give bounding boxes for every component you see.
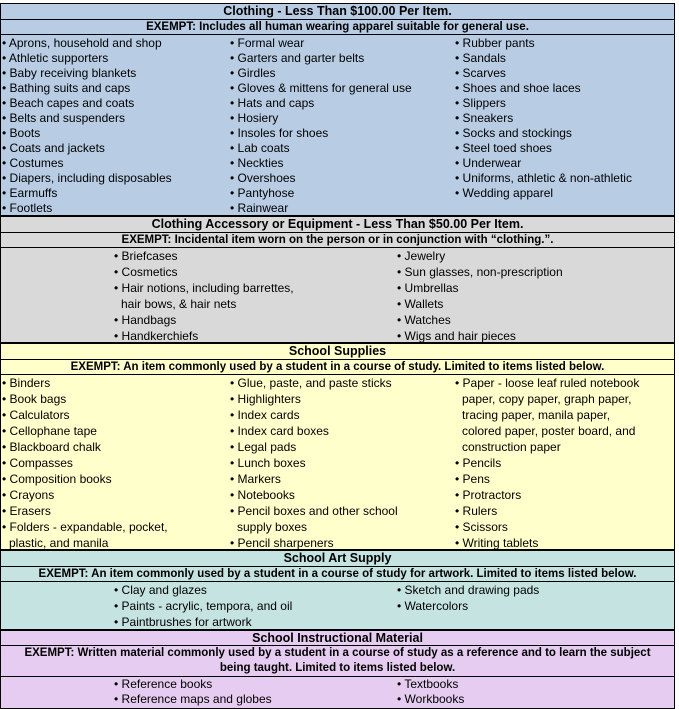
accessory-items — [0, 248, 675, 343]
clothing-title: Clothing - Less Than $100.00 Per Item. — [0, 3, 675, 19]
list-item: colored paper, poster board, and — [462, 424, 636, 438]
list-item: • Workbooks — [397, 692, 465, 706]
list-item: • Paper - loose leaf ruled notebook — [455, 376, 640, 390]
list-item: • Girdles — [230, 66, 276, 80]
list-item: paper, copy paper, graph paper, — [462, 392, 632, 406]
list-item: • Textbooks — [397, 677, 459, 691]
list-item: supply boxes — [237, 520, 308, 534]
list-item: • Composition books — [2, 472, 112, 486]
list-item: • Boots — [2, 126, 41, 140]
list-item: • Slippers — [455, 96, 506, 110]
list-item: • Cellophane tape — [2, 424, 97, 438]
list-item: • Sun glasses, non-prescription — [397, 265, 563, 279]
supplies-col-2 — [230, 375, 398, 551]
list-item: • Scissors — [455, 520, 508, 534]
list-item: • Reference maps and globes — [114, 692, 272, 706]
list-item: • Neckties — [230, 156, 284, 170]
list-item: • Binders — [2, 376, 51, 390]
instructional-col-2 — [397, 677, 464, 707]
list-item: • Coats and jackets — [2, 141, 105, 155]
list-item: • Athletic supporters — [2, 51, 109, 65]
list-item: • Socks and stockings — [455, 126, 572, 140]
list-item: construction paper — [462, 440, 561, 454]
list-item: • Umbrellas — [397, 281, 459, 295]
list-item: • Index cards — [230, 408, 300, 422]
list-item: • Handkerchiefs — [114, 329, 199, 343]
list-item: • Pens — [455, 472, 490, 486]
art-col-1 — [114, 582, 292, 630]
list-item: • Belts and suspenders — [2, 111, 125, 125]
art-title: School Art Supply — [0, 550, 675, 566]
list-item: • Insoles for shoes — [230, 126, 329, 140]
list-item: • Folders - expandable, pocket, — [2, 520, 168, 534]
list-item: • Formal wear — [230, 36, 305, 50]
list-item: • Scarves — [455, 66, 506, 80]
list-item: • Highlighters — [230, 392, 301, 406]
instructional-exempt-line-1: EXEMPT: Written material commonly used by a student in a course of study as a reference and to learn the subject — [24, 647, 651, 659]
list-item: • Rulers — [455, 504, 498, 518]
list-item: tracing paper, manila paper, — [462, 408, 611, 422]
accessory-title: Clothing Accessory or Equipment - Less Than $50.00 Per Item. — [0, 216, 675, 233]
list-item: • Hosiery — [230, 111, 279, 125]
list-item: • Underwear — [455, 156, 522, 170]
list-item: • Hair notions, including barrettes, — [114, 281, 294, 295]
list-item: • Diapers, including disposables — [2, 171, 172, 185]
supplies-items — [0, 375, 675, 550]
list-item: • Beach capes and coats — [2, 96, 135, 110]
list-item: plastic, and manila — [9, 536, 109, 550]
list-item: • Index card boxes — [230, 424, 329, 438]
list-item: • Aprons, household and shop — [2, 36, 162, 50]
clothing-exempt: EXEMPT: Includes all human wearing apparel suitable for general use. — [0, 19, 675, 35]
clothing-col-1 — [2, 36, 172, 216]
list-item: • Hats and caps — [230, 96, 315, 110]
list-item: • Cosmetics — [114, 265, 178, 279]
list-item: • Rainwear — [230, 201, 289, 215]
list-item: • Markers — [230, 472, 281, 486]
accessory-col-2 — [397, 248, 563, 344]
list-item: • Sneakers — [455, 111, 514, 125]
instructional-items — [0, 677, 675, 709]
supplies-col-1 — [2, 375, 168, 551]
clothing-col-3 — [455, 36, 632, 201]
clothing-items — [0, 35, 675, 216]
list-item: • Wallets — [397, 297, 444, 311]
list-item: • Paints - acrylic, tempora, and oil — [114, 599, 293, 613]
list-item: • Garters and garter belts — [230, 51, 365, 65]
list-item: • Pencil boxes and other school — [230, 504, 398, 518]
accessory-col-1 — [114, 248, 294, 344]
list-item: • Pencils — [455, 456, 502, 470]
list-item: • Overshoes — [230, 171, 296, 185]
list-item: • Uniforms, athletic & non-athletic — [455, 171, 632, 185]
instructional-exempt — [0, 645, 675, 677]
list-item: • Sketch and drawing pads — [397, 583, 540, 597]
list-item: hair bows, & hair nets — [121, 297, 237, 311]
list-item: • Sandals — [455, 51, 506, 65]
list-item: • Baby receiving blankets — [2, 66, 137, 80]
list-item: • Protractors — [455, 488, 522, 502]
list-item: • Earmuffs — [2, 186, 58, 200]
list-item: • Clay and glazes — [114, 583, 207, 597]
list-item: • Wigs and hair pieces — [397, 329, 516, 343]
list-item: • Book bags — [2, 392, 67, 406]
list-item: • Notebooks — [230, 488, 295, 502]
list-item: • Blackboard chalk — [2, 440, 101, 454]
list-item: • Bathing suits and caps — [2, 81, 131, 95]
list-item: • Reference books — [114, 677, 213, 691]
list-item: • Steel toed shoes — [455, 141, 552, 155]
instructional-exempt-line-2: being taught. Limited to items listed below. — [219, 662, 456, 674]
art-col-2 — [397, 582, 539, 614]
list-item: • Glue, paste, and paste sticks — [230, 376, 392, 390]
art-items — [0, 582, 675, 630]
list-item: • Costumes — [2, 156, 64, 170]
clothing-col-2 — [230, 36, 412, 216]
list-item: • Jewelry — [397, 249, 446, 263]
art-exempt: EXEMPT: An item commonly used by a student in a course of study for artwork. Limited to items listed below. — [0, 566, 675, 582]
list-item: • Paintbrushes for artwork — [114, 615, 252, 629]
list-item: • Pencil sharpeners — [230, 536, 334, 550]
list-item: • Erasers — [2, 504, 51, 518]
list-item: • Footlets — [2, 201, 53, 215]
list-item: • Gloves & mittens for general use — [230, 81, 412, 95]
list-item: • Lab coats — [230, 141, 290, 155]
list-item: • Calculators — [2, 408, 70, 422]
list-item: • Compasses — [2, 456, 73, 470]
accessory-exempt: EXEMPT: Incidental item worn on the person or in conjunction with “clothing.”. — [0, 232, 675, 248]
list-item: • Pantyhose — [230, 186, 295, 200]
supplies-exempt: EXEMPT: An item commonly used by a student in a course of study. Limited to items listed below. — [0, 359, 675, 375]
supplies-col-3 — [455, 375, 639, 551]
instructional-col-1 — [114, 677, 272, 707]
list-item: • Writing tablets — [455, 536, 539, 550]
list-item: • Wedding apparel — [455, 186, 554, 200]
list-item: • Handbags — [114, 313, 177, 327]
list-item: • Crayons — [2, 488, 55, 502]
instructional-title: School Instructional Material — [0, 630, 675, 645]
list-item: • Rubber pants — [455, 36, 535, 50]
supplies-title: School Supplies — [0, 343, 675, 359]
list-item: • Watches — [397, 313, 451, 327]
list-item: • Briefcases — [114, 249, 178, 263]
list-item: • Legal pads — [230, 440, 297, 454]
list-item: • Lunch boxes — [230, 456, 306, 470]
list-item: • Shoes and shoe laces — [455, 81, 581, 95]
list-item: • Watercolors — [397, 599, 469, 613]
